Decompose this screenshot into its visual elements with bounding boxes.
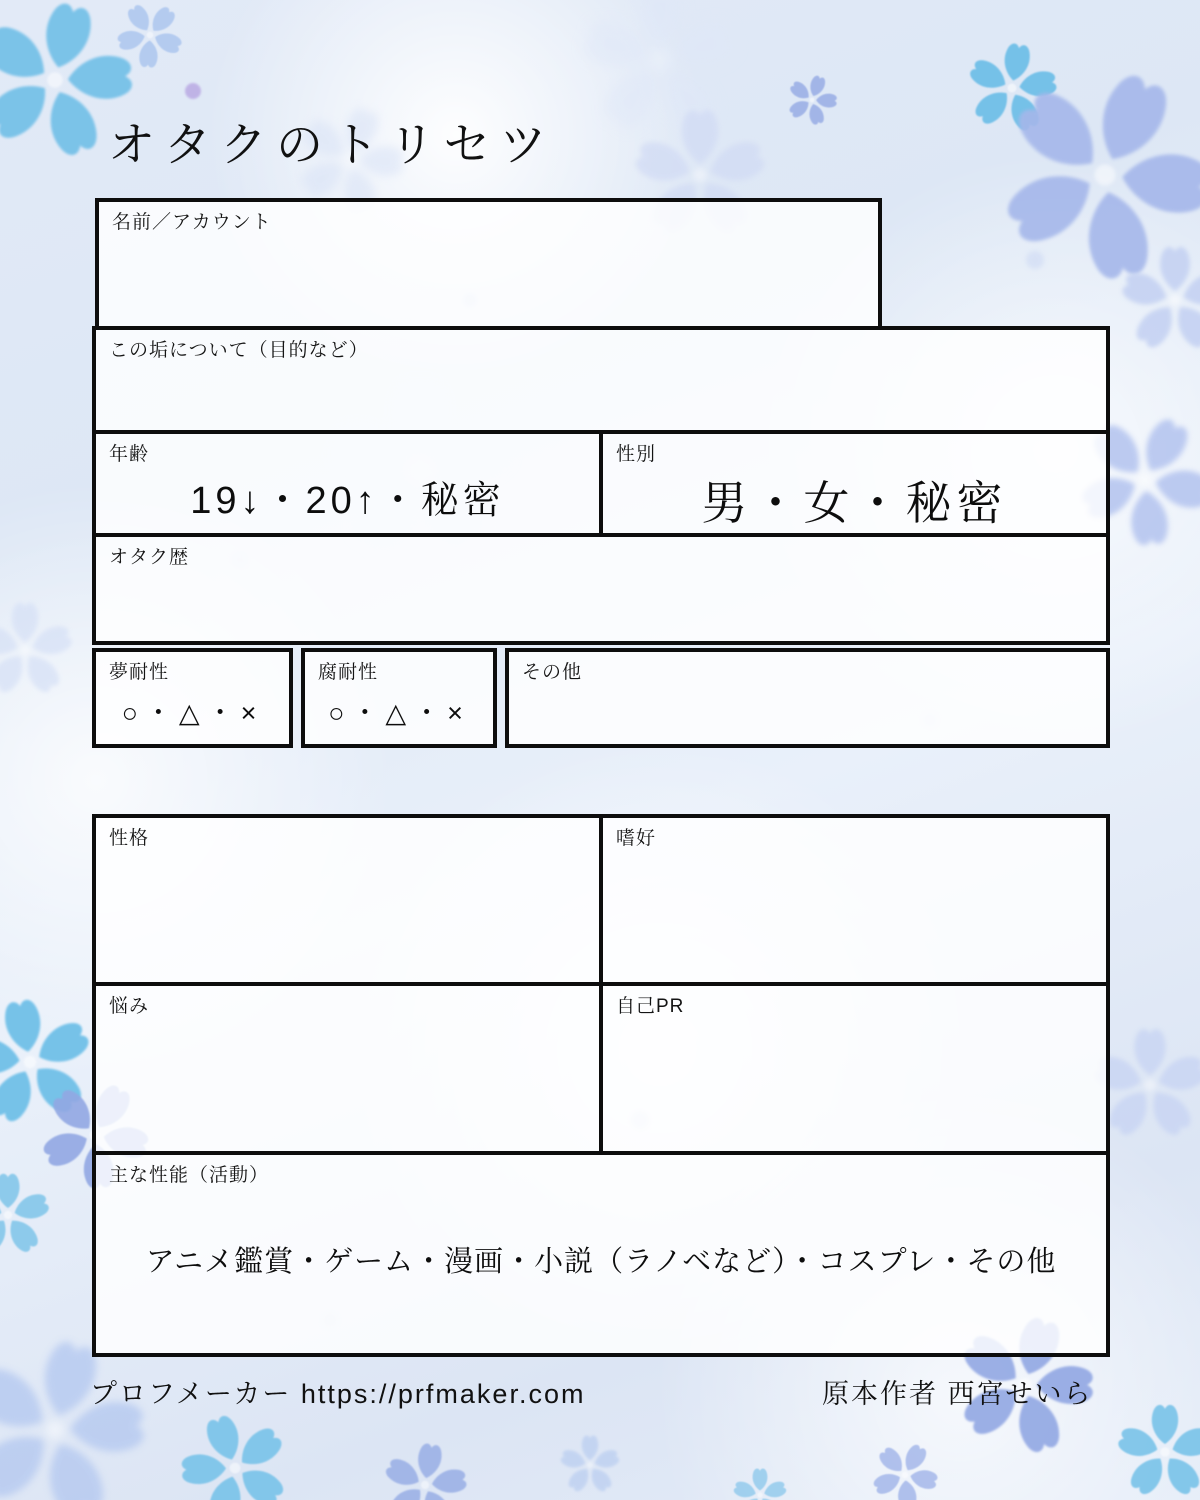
self-pr-label: 自己PR bbox=[616, 996, 685, 1017]
self-pr-field[interactable] bbox=[599, 982, 1110, 1155]
about-account-label: この垢について（目的など） bbox=[109, 340, 369, 361]
fu-tolerance-options: ○・△・× bbox=[328, 697, 470, 728]
age-field[interactable] bbox=[92, 430, 603, 537]
yume-tolerance-field[interactable] bbox=[92, 648, 293, 748]
worries-label: 悩み bbox=[109, 996, 150, 1017]
worries-field[interactable] bbox=[92, 982, 603, 1155]
age-label: 年齢 bbox=[109, 444, 150, 465]
otaku-history-field[interactable] bbox=[92, 533, 1110, 645]
age-options: 19↓・20↑・秘密 bbox=[190, 480, 505, 523]
preference-label: 嗜好 bbox=[616, 828, 657, 849]
about-account-field[interactable] bbox=[92, 326, 1110, 434]
fu-tolerance-field[interactable] bbox=[301, 648, 497, 748]
personality-field[interactable] bbox=[92, 814, 603, 986]
page-title: オタクのトリセツ bbox=[108, 118, 556, 171]
gender-field[interactable] bbox=[599, 430, 1110, 537]
personality-label: 性格 bbox=[109, 828, 150, 849]
name-account-label: 名前／アカウント bbox=[112, 212, 272, 233]
yume-tolerance-options: ○・△・× bbox=[121, 697, 264, 728]
yume-tolerance-label: 夢耐性 bbox=[109, 662, 170, 683]
fu-tolerance-label: 腐耐性 bbox=[318, 662, 379, 683]
activities-label: 主な性能（活動） bbox=[109, 1165, 270, 1186]
activities-options: アニメ鑑賞・ゲーム・漫画・小説（ラノベなど）・コスプレ・その他 bbox=[145, 1245, 1057, 1278]
credit-original-author: 原本作者 西宮せいら bbox=[822, 1379, 1093, 1409]
otaku-history-label: オタク歴 bbox=[109, 547, 190, 568]
name-account-field[interactable] bbox=[95, 198, 882, 330]
gender-label: 性別 bbox=[616, 444, 657, 465]
gender-options: 男・女・秘密 bbox=[701, 476, 1008, 529]
other-label: その他 bbox=[522, 662, 583, 683]
activities-field[interactable] bbox=[92, 1151, 1110, 1357]
other-field[interactable] bbox=[505, 648, 1110, 748]
credit-profile-maker: プロフメーカー https://prfmaker.com bbox=[90, 1379, 586, 1409]
preference-field[interactable] bbox=[599, 814, 1110, 986]
